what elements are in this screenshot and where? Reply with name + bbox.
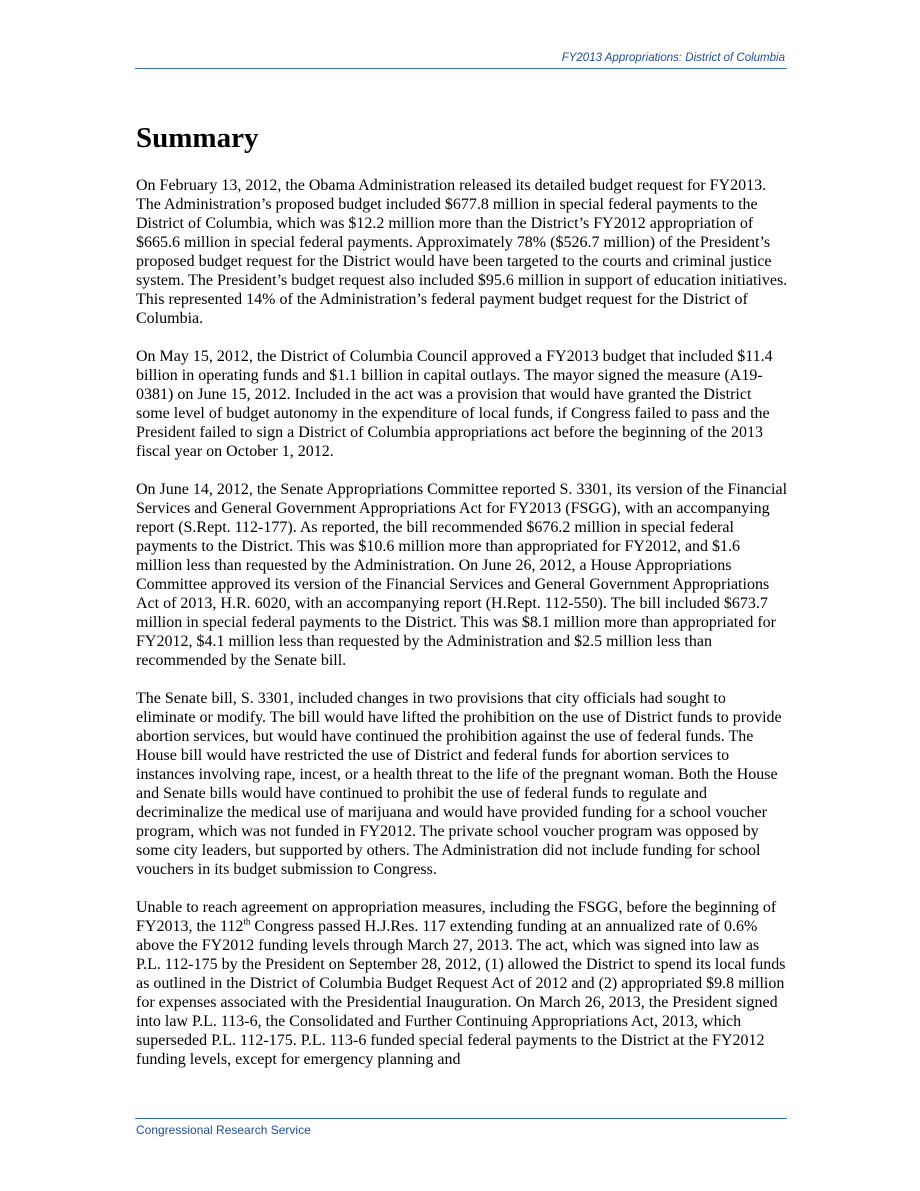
ordinal-superscript: th xyxy=(243,916,251,927)
section-title: Summary xyxy=(136,122,259,154)
footer-organization: Congressional Research Service xyxy=(136,1123,311,1137)
header-divider xyxy=(135,68,787,69)
paragraph-5 xyxy=(136,898,788,1069)
running-header: FY2013 Appropriations: District of Columbia xyxy=(561,52,785,64)
footer-divider xyxy=(135,1118,787,1119)
summary-body xyxy=(136,176,788,1088)
paragraph-5-start: Unable to reach agreement on appropriation measures, including the FSGG, before the beginning of FY2013, the 112 xyxy=(136,899,777,935)
paragraph-5-rest: Congress passed H.J.Res. 117 extending funding at an annualized rate of 0.6% above the FY2012 funding levels through March 27, 2013. The act, which was signed into law as P.L. 112-175 by the President on September 28, 2012, (1) allowed the District to spend its local funds as outlined in the District of Columbia Budget Request Act of 2012 and (2) appropriated $9.8 million for expenses associated with the Presidential Inauguration. On March 26, 2013, the President signed into law P.L. 113-6, the Consolidated and Further Continuing Appropriations Act, 2013, which superseded P.L. 112-175. P.L. 113-6 funded special federal payments to the District at the FY2012 funding levels, except for emergency planning and xyxy=(136,918,786,1068)
paragraph-2: On May 15, 2012, the District of Columbia Council approved a FY2013 budget that included $11.4 billion in operating funds and $1.1 billion in capital outlays. The mayor signed the measure (A19-0381) on June 15, 2012. Included in the act was a provision that would have granted the District some level of budget autonomy in the expenditure of local funds, if Congress failed to pass and the President failed to sign a District of Columbia appropriations act before the beginning of the 2013 fiscal year on October 1, 2012. xyxy=(136,348,773,460)
paragraph-1: On February 13, 2012, the Obama Administration released its detailed budget request for FY2013. The Administration’s proposed budget included $677.8 million in special federal payments to the District of Columbia, which was $12.2 million more than the District’s FY2012 appropriation of $665.6 million in special federal payments. Approximately 78% ($526.7 million) of the President’s proposed budget request for the District would have been targeted to the courts and criminal justice system. The President’s budget request also included $95.6 million in support of education initiatives. This represented 14% of the Administration’s federal payment budget request for the District of Columbia. xyxy=(136,177,788,327)
paragraph-3: On June 14, 2012, the Senate Appropriations Committee reported S. 3301, its version of the Financial Services and General Government Appropriations Act for FY2013 (FSGG), with an accompanying report (S.Rept. 112-177). As reported, the bill recommended $676.2 million in special federal payments to the District. This was $10.6 million more than appropriated for FY2012, and $1.6 million less than requested by the Administration. On June 26, 2012, a House Appropriations Committee approved its version of the Financial Services and General Government Appropriations Act of 2013, H.R. 6020, with an accompanying report (H.Rept. 112-550). The bill included $673.7 million in special federal payments to the District. This was $8.1 million more than appropriated for FY2012, $4.1 million less than requested by the Administration and $2.5 million less than recommended by the Senate bill. xyxy=(136,481,788,669)
paragraph-4: The Senate bill, S. 3301, included changes in two provisions that city officials had sought to eliminate or modify. The bill would have lifted the prohibition on the use of District funds to provide abortion services, but would have continued the prohibition against the use of federal funds. The House bill would have restricted the use of District and federal funds for abortion services to instances involving rape, incest, or a health threat to the life of the pregnant woman. Both the House and Senate bills would have continued to prohibit the use of federal funds to regulate and decriminalize the medical use of marijuana and would have provided funding for a school voucher program, which was not funded in FY2012. The private school voucher program was opposed by some city leaders, but supported by others. The Administration did not include funding for school vouchers in its budget submission to Congress. xyxy=(136,690,782,878)
